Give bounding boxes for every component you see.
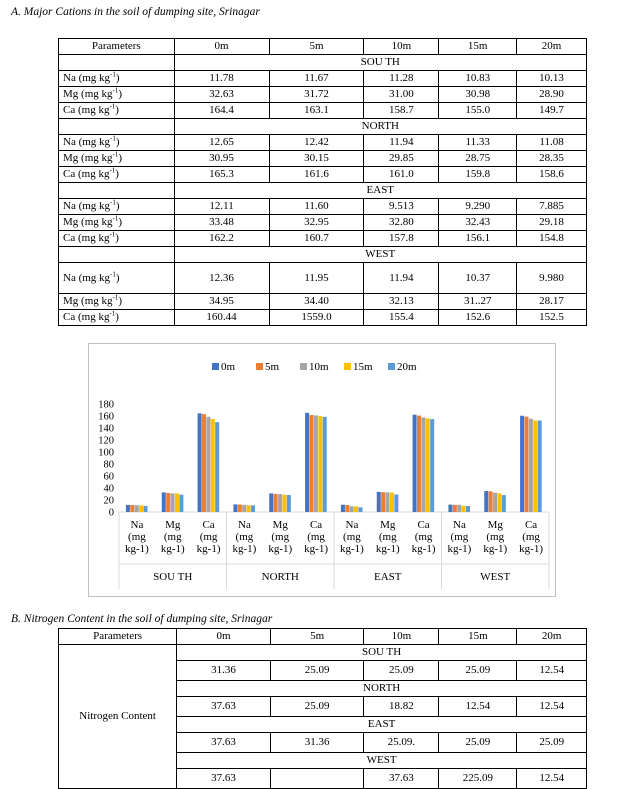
table-cell: 12.36: [174, 263, 269, 294]
category-label: (mg: [271, 531, 290, 543]
table-cell: 29.18: [517, 215, 587, 231]
category-label: Na: [453, 519, 466, 531]
table-row: [59, 87, 587, 103]
table-cell: 11.94: [364, 135, 439, 151]
row-label-sup: -1: [112, 293, 119, 302]
table-cell: 158.7: [364, 103, 439, 119]
blank-cell: [59, 183, 175, 199]
table-cell: 12.54: [439, 697, 517, 717]
bar-5m-7: [381, 492, 385, 512]
table-cell: 32.80: [364, 215, 439, 231]
row-label: [59, 71, 175, 87]
section-label: EAST: [177, 717, 587, 733]
bar-20m-2: [215, 422, 219, 512]
y-tick-label: 100: [98, 447, 114, 459]
row-label-text: Na (mg kg: [63, 271, 111, 284]
bar-15m-10: [497, 493, 501, 512]
table-row: [59, 199, 587, 215]
table-cell: 160.44: [174, 310, 269, 326]
section-label: NORTH: [177, 681, 587, 697]
category-label: (mg: [378, 531, 397, 543]
bar-15m-9: [462, 506, 466, 512]
bar-15m-7: [390, 493, 394, 512]
bar-0m-7: [377, 492, 381, 512]
legend-label-0m: 0m: [221, 361, 236, 373]
category-label: kg-1): [196, 543, 221, 555]
row-label: [59, 135, 175, 151]
section-label: NORTH: [174, 119, 586, 135]
bar-20m-11: [538, 421, 542, 513]
table-cell: 30.15: [269, 151, 364, 167]
row-label-sup: -1: [110, 70, 116, 79]
y-tick-label: 80: [103, 459, 114, 471]
table-cell: 12.54: [517, 769, 587, 789]
category-label: Na: [238, 519, 251, 531]
category-label: kg-1): [268, 543, 293, 555]
bar-0m-6: [341, 505, 345, 512]
table-cell: 9.290: [439, 199, 517, 215]
category-label: kg-1): [232, 543, 257, 555]
bar-20m-4: [287, 495, 291, 512]
legend-swatch-20m: [388, 363, 395, 370]
y-tick-label: 180: [98, 399, 114, 411]
category-label: kg-1): [125, 543, 149, 555]
blank-cell: [59, 55, 175, 71]
section-label: WEST: [177, 753, 587, 769]
bar-5m-3: [238, 505, 242, 512]
legend-label-20m: 20m: [397, 361, 417, 373]
category-label: (mg: [199, 531, 218, 543]
table-cell: 1559.0: [269, 310, 364, 326]
row-label-sup: -1: [110, 134, 116, 143]
table-cell: 37.63: [177, 697, 271, 717]
table-cell: 158.6: [517, 167, 587, 183]
row-label-text: Mg (mg kg: [63, 295, 113, 307]
bar-20m-7: [394, 494, 398, 512]
table-cell: 11.33: [439, 135, 517, 151]
category-label: Na: [130, 519, 144, 531]
table-cell: 152.6: [439, 310, 517, 326]
table-cell: 32.95: [269, 215, 364, 231]
row-label-text: Na (mg kg: [63, 136, 111, 148]
table-cell: 25.09: [439, 661, 517, 681]
bar-5m-6: [345, 505, 349, 512]
bar-20m-10: [502, 495, 506, 512]
row-label-sup: -1: [109, 166, 116, 175]
bar-20m-6: [359, 507, 363, 512]
row-label-close: ): [118, 295, 123, 307]
table-cell: 156.1: [439, 231, 517, 247]
table-cell: [270, 769, 364, 789]
row-label-close: ): [115, 200, 120, 212]
bar-20m-0: [144, 506, 148, 512]
column-header: 15m: [439, 629, 517, 645]
category-label: (mg: [235, 531, 254, 543]
category-label: kg-1): [160, 543, 185, 555]
table-row: [59, 215, 587, 231]
row-label-close: ): [115, 311, 119, 323]
table-cell: 165.3: [174, 167, 269, 183]
table-cell: 31.00: [364, 87, 439, 103]
table-row: [59, 151, 587, 167]
table-row: [59, 231, 587, 247]
bar-15m-3: [247, 505, 251, 512]
row-label: [59, 310, 175, 326]
nitrogen-content-table: [58, 628, 587, 789]
table-cell: 11.67: [269, 71, 364, 87]
bar-10m-11: [529, 419, 533, 512]
column-header: 15m: [439, 39, 517, 55]
column-header: 0m: [174, 39, 269, 55]
table-cell: 152.5: [517, 310, 587, 326]
table-cell: 159.8: [439, 167, 517, 183]
row-label-text: Mg (mg kg: [63, 216, 113, 228]
table-cell: 25.09.: [364, 733, 439, 753]
bar-20m-1: [179, 495, 183, 512]
y-tick-label: 40: [103, 483, 114, 495]
category-label: (mg: [343, 531, 361, 543]
bar-5m-2: [202, 414, 206, 512]
bar-0m-9: [448, 505, 452, 512]
column-header: 20m: [517, 39, 587, 55]
bar-20m-5: [323, 417, 327, 512]
row-label-sup: -1: [112, 150, 119, 159]
table-cell: 10.37: [439, 263, 517, 294]
category-label: (mg: [307, 531, 325, 543]
table-cell: 25.09: [270, 697, 364, 717]
table-cell: 9.513: [364, 199, 439, 215]
y-tick-label: 20: [103, 495, 114, 507]
bar-15m-6: [354, 506, 358, 512]
table-cell: 28.75: [439, 151, 517, 167]
chart-svg: [89, 344, 555, 596]
bar-20m-9: [466, 506, 470, 512]
row-label-text: Ca (mg kg: [63, 232, 110, 244]
bar-15m-2: [211, 419, 215, 512]
table-cell: 18.82: [364, 697, 439, 717]
category-label: kg-1): [340, 543, 364, 555]
category-label: kg-1): [447, 543, 472, 555]
table-b-caption: B. Nitrogen Content in the soil of dumping site, Srinagar: [11, 613, 273, 625]
row-label-sup: -1: [110, 269, 116, 278]
row-label-close: ): [115, 72, 120, 84]
bar-15m-0: [139, 506, 143, 512]
table-cell: 31.36: [270, 733, 364, 753]
bar-15m-1: [175, 493, 179, 512]
row-label-close: ): [118, 152, 123, 164]
bar-5m-8: [417, 416, 421, 512]
category-label: Mg: [272, 519, 288, 531]
bar-5m-11: [524, 417, 528, 512]
table-cell: 9.980: [517, 263, 587, 294]
bar-0m-8: [413, 415, 417, 512]
table-cell: 12.54: [517, 697, 587, 717]
cations-bar-chart: [88, 343, 556, 597]
table-cell: 155.0: [439, 103, 517, 119]
bar-0m-10: [484, 491, 488, 512]
category-label: Mg: [165, 519, 181, 531]
row-label-close: ): [115, 168, 119, 180]
row-label-close: ): [115, 232, 119, 244]
blank-cell: [59, 247, 175, 263]
legend-swatch-0m: [212, 363, 219, 370]
section-row: [59, 183, 587, 199]
category-label: kg-1): [411, 543, 436, 555]
row-label-text: Mg (mg kg: [63, 88, 113, 100]
y-tick-label: 0: [108, 507, 114, 519]
row-label-text: Na (mg kg: [63, 200, 111, 212]
row-label-text: Ca (mg kg: [63, 104, 110, 116]
table-row: [59, 294, 587, 310]
row-label-close: ): [115, 136, 120, 148]
table-cell: 149.7: [517, 103, 587, 119]
bar-5m-0: [130, 505, 134, 512]
legend-label-15m: 15m: [353, 361, 373, 373]
table-cell: 32.13: [364, 294, 439, 310]
table-cell: 163.1: [269, 103, 364, 119]
row-label: [59, 151, 175, 167]
table-cell: 12.54: [517, 661, 587, 681]
table-cell: 25.09: [439, 733, 517, 753]
category-label: kg-1): [304, 543, 328, 555]
bar-0m-1: [162, 492, 166, 512]
table-cell: 34.40: [269, 294, 364, 310]
section-row: [59, 55, 587, 71]
row-label: [59, 199, 175, 215]
bar-10m-1: [171, 493, 175, 512]
bar-15m-11: [533, 420, 537, 512]
parameter-label: Nitrogen Content: [59, 645, 177, 789]
category-label: Ca: [524, 519, 538, 531]
table-cell: 10.13: [517, 71, 587, 87]
row-label: [59, 103, 175, 119]
category-label: Ca: [202, 519, 215, 531]
section-row: [59, 247, 587, 263]
row-label-sup: -1: [112, 86, 119, 95]
table-cell: 30.95: [174, 151, 269, 167]
category-label: (mg: [414, 531, 433, 543]
column-header: 5m: [269, 39, 364, 55]
table-cell: 11.95: [269, 263, 364, 294]
category-label: (mg: [163, 531, 182, 543]
row-label: [59, 231, 175, 247]
table-cell: 157.8: [364, 231, 439, 247]
group-label: WEST: [480, 571, 511, 583]
group-label: SOU TH: [153, 571, 193, 583]
column-header: 20m: [517, 629, 587, 645]
section-row: [59, 119, 587, 135]
group-label: EAST: [374, 571, 402, 583]
table-cell: 34.95: [174, 294, 269, 310]
table-cell: 37.63: [364, 769, 439, 789]
table-cell: 31.72: [269, 87, 364, 103]
table-cell: 7.885: [517, 199, 587, 215]
row-label-sup: -1: [110, 198, 116, 207]
bar-10m-7: [386, 492, 390, 512]
bar-5m-5: [309, 415, 313, 512]
table-cell: 162.2: [174, 231, 269, 247]
table-a-caption: A. Major Cations in the soil of dumping site, Srinagar: [11, 6, 260, 18]
bar-0m-0: [126, 505, 130, 512]
table-cell: 161.0: [364, 167, 439, 183]
bar-0m-11: [520, 416, 524, 512]
column-header: 10m: [364, 39, 439, 55]
bar-15m-8: [426, 418, 430, 512]
bar-10m-10: [493, 493, 497, 512]
row-label-sup: -1: [109, 230, 116, 239]
table-cell: 28.90: [517, 87, 587, 103]
table-row: [59, 103, 587, 119]
bar-5m-9: [453, 505, 457, 512]
category-label: kg-1): [375, 543, 400, 555]
table-cell: 11.08: [517, 135, 587, 151]
table-cell: 11.60: [269, 199, 364, 215]
row-label: [59, 263, 175, 294]
section-label: WEST: [174, 247, 586, 263]
legend-swatch-5m: [256, 363, 263, 370]
bar-0m-5: [305, 413, 309, 512]
row-label-close: ): [118, 216, 123, 228]
table-header-row: [59, 39, 587, 55]
table-cell: 11.78: [174, 71, 269, 87]
table-cell: 32.63: [174, 87, 269, 103]
category-label: kg-1): [483, 543, 508, 555]
row-label-text: Ca (mg kg: [63, 311, 110, 323]
category-label: (mg: [522, 531, 540, 543]
row-label-sup: -1: [109, 309, 116, 318]
row-label-text: Mg (mg kg: [63, 152, 113, 164]
legend-label-10m: 10m: [309, 361, 329, 373]
section-label: SOU TH: [174, 55, 586, 71]
table-cell: 225.09: [439, 769, 517, 789]
table-cell: 161.6: [269, 167, 364, 183]
column-header: 5m: [270, 629, 364, 645]
bar-0m-2: [198, 413, 202, 512]
category-label: kg-1): [519, 543, 543, 555]
column-header: 10m: [364, 629, 439, 645]
bar-15m-4: [282, 495, 286, 512]
table-cell: 25.09: [270, 661, 364, 681]
category-label: Ca: [309, 519, 323, 531]
row-label: [59, 215, 175, 231]
y-tick-label: 140: [98, 423, 114, 435]
table-cell: 25.09: [364, 661, 439, 681]
category-label: (mg: [450, 531, 469, 543]
section-label: EAST: [174, 183, 586, 199]
bar-0m-4: [269, 493, 273, 512]
table-cell: 12.42: [269, 135, 364, 151]
bar-10m-5: [314, 415, 318, 512]
table-cell: 164.4: [174, 103, 269, 119]
table-cell: 10.83: [439, 71, 517, 87]
bar-5m-4: [274, 494, 278, 512]
row-label-close: ): [115, 104, 119, 116]
table-cell: 29.85: [364, 151, 439, 167]
category-label: Na: [345, 519, 359, 531]
table-row: [59, 263, 587, 294]
bar-5m-1: [166, 493, 170, 512]
row-label-text: Ca (mg kg: [63, 168, 110, 180]
table-row: [59, 135, 587, 151]
category-label: Ca: [417, 519, 430, 531]
row-label-close: ): [118, 88, 123, 100]
row-label: [59, 87, 175, 103]
bar-10m-4: [278, 494, 282, 512]
table-cell: 33.48: [174, 215, 269, 231]
table-row: [59, 167, 587, 183]
legend-swatch-10m: [300, 363, 307, 370]
y-tick-label: 160: [98, 411, 114, 423]
column-header: Parameters: [59, 39, 175, 55]
table-cell: 37.63: [177, 733, 271, 753]
table-cell: 28.35: [517, 151, 587, 167]
row-label-sup: -1: [112, 214, 119, 223]
table-cell: 154.8: [517, 231, 587, 247]
category-label: (mg: [128, 531, 146, 543]
category-label: Mg: [380, 519, 396, 531]
legend-label-5m: 5m: [265, 361, 280, 373]
major-cations-table: [58, 38, 587, 326]
bar-10m-6: [350, 506, 354, 512]
bar-10m-0: [135, 505, 139, 512]
table-cell: 28.17: [517, 294, 587, 310]
section-row: [59, 645, 587, 661]
row-label-sup: -1: [109, 102, 116, 111]
section-label: SOU TH: [177, 645, 587, 661]
bar-10m-2: [206, 417, 210, 512]
table-cell: 12.65: [174, 135, 269, 151]
table-cell: 31..27: [439, 294, 517, 310]
table-cell: 37.63: [177, 769, 271, 789]
bar-0m-3: [233, 504, 237, 512]
row-label: [59, 294, 175, 310]
table-cell: 11.28: [364, 71, 439, 87]
group-label: NORTH: [261, 571, 299, 583]
bar-10m-8: [421, 417, 425, 512]
bar-15m-5: [318, 416, 322, 512]
table-cell: 25.09: [517, 733, 587, 753]
row-label-close: ): [115, 271, 120, 284]
bar-10m-3: [242, 505, 246, 512]
bar-20m-8: [430, 419, 434, 512]
table-cell: 30.98: [439, 87, 517, 103]
category-label: (mg: [486, 531, 505, 543]
y-tick-label: 120: [98, 435, 114, 447]
category-label: Mg: [487, 519, 503, 531]
table-cell: 12.11: [174, 199, 269, 215]
blank-cell: [59, 119, 175, 135]
bar-20m-3: [251, 505, 255, 512]
table-header-row: [59, 629, 587, 645]
y-tick-label: 60: [103, 471, 114, 483]
table-row: [59, 310, 587, 326]
legend-swatch-15m: [344, 363, 351, 370]
table-cell: 32.43: [439, 215, 517, 231]
bar-10m-9: [457, 505, 461, 512]
table-cell: 31.36: [177, 661, 271, 681]
column-header: 0m: [177, 629, 271, 645]
table-cell: 11.94: [364, 263, 439, 294]
table-cell: 160.7: [269, 231, 364, 247]
table-row: [59, 71, 587, 87]
bar-5m-10: [489, 491, 493, 512]
row-label: [59, 167, 175, 183]
table-cell: 155.4: [364, 310, 439, 326]
column-header: Parameters: [59, 629, 177, 645]
row-label-text: Na (mg kg: [63, 72, 111, 84]
